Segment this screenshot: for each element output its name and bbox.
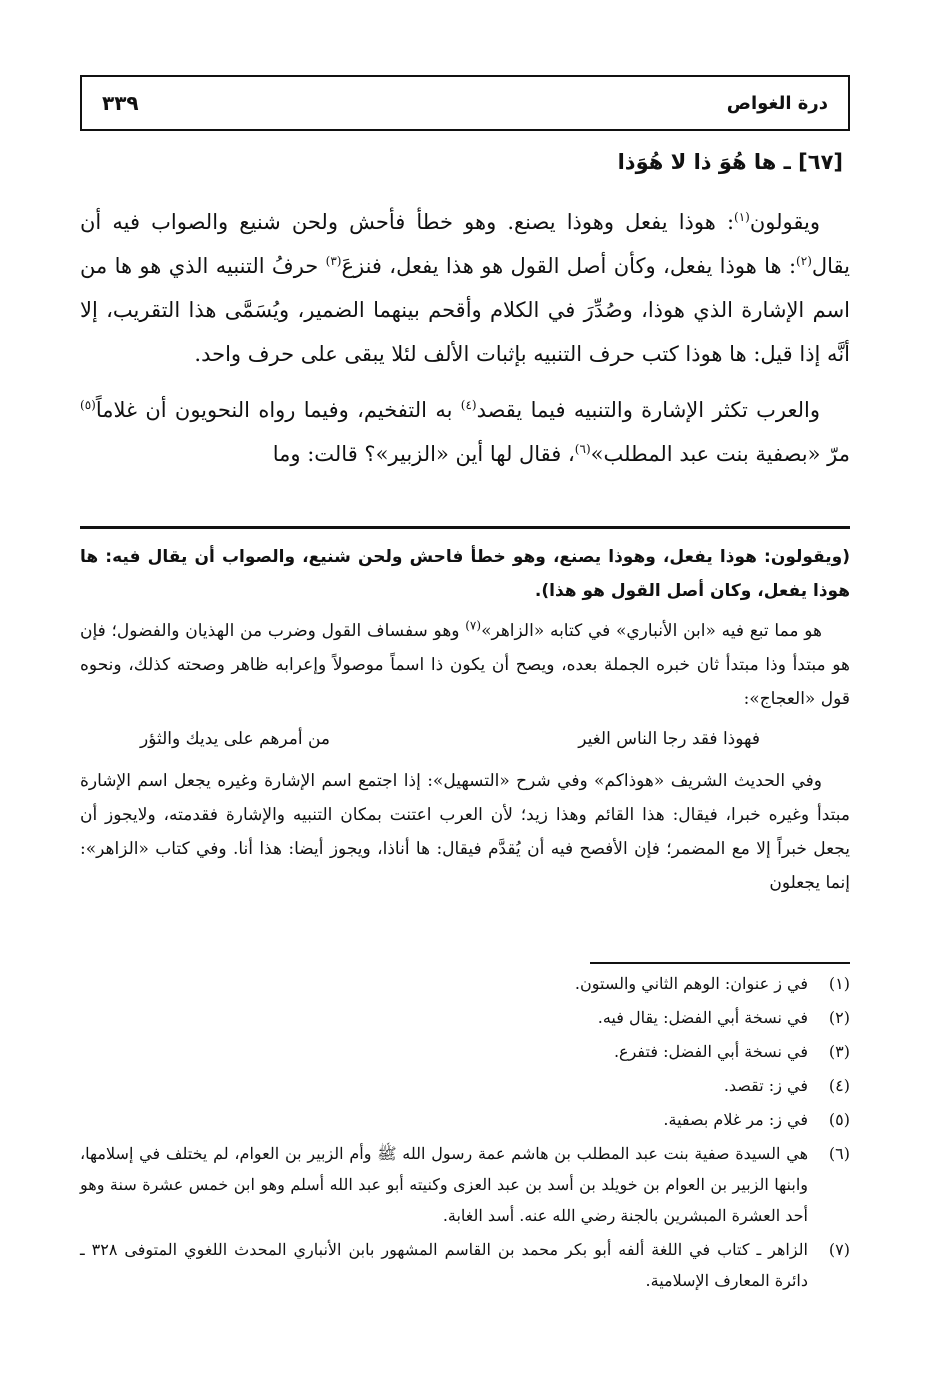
footnote-number: (٣) [828,1042,850,1061]
footnote-ref[interactable]: (٣) [325,254,342,268]
footnote-text: في ز: تقصد. [723,1076,808,1095]
footnote [80,1234,850,1296]
poetry-verse [80,722,850,756]
footnote [80,968,850,999]
verse-second-hemistich: من أمرهم على يديك والثؤر [140,729,331,749]
text-run: هو مما تبع فيه «ابن الأنباري» في كتابه «الزاهر» [481,621,822,641]
footnote [80,1070,850,1101]
footnote-text: هي السيدة صفية بنت عبد المطلب بن هاشم عمة رسول الله ﷺ وأم الزبير بن العوام، لم يختلف في إسلامها، وابنها الزبير بن العوام بن خويلد بن أسد بن عبد العزى وكنيته أبو عبد الله أسلم وهو ابن خمس عشرة سنة وهو أحد العشرة المبشرين بالجنة رضي الله عنه. أسد الغابة. [80,1144,809,1225]
footnote-text: في ز عنوان: الوهم الثاني والستون. [574,974,808,993]
footnote-number: (٥) [828,1110,850,1129]
running-title: درة الغواص [726,92,828,114]
footnote-text: الزاهر ـ كتاب في اللغة ألفه أبو بكر محمد بن القاسم المشهور بابن الأنباري المحدث اللغوي المتوفى ٣٢٨ ـ دائرة المعارف الإسلامية. [80,1240,808,1290]
footnote-divider [590,962,850,964]
text-run: به التفخيم، وفيما رواه النحويون أن غلاماً [95,398,461,422]
footnote [80,1036,850,1067]
text-run: : ها هوذا يفعل، وكأن أصل القول هو هذا يفعل، فنزعَ [341,254,797,278]
text-run: مرّ «بصفية بنت عبد المطلب» [590,442,850,466]
footnote-text: في ز: مر غلام بصفية. [663,1110,808,1129]
footnote-ref[interactable]: (٧) [465,618,482,633]
verse-first-hemistich: فهوذا فقد رجا الناس الغير [578,729,760,749]
commentary [80,540,850,906]
footnote-text: في نسخة أبي الفضل: فتفرع. [613,1042,808,1061]
page-header [80,75,850,131]
main-paragraph [80,388,850,476]
commentary-quote: (ويقولون: هوذا يفعل، وهوذا يصنع، وهو خطأ فاحش ولحن شنيع، والصواب أن يقال فيه: ها هوذا يفعل، وكان أصل القول هو هذا). [80,547,850,601]
footnote-ref[interactable]: (١) [734,210,750,224]
footnote-number: (٢) [828,1008,850,1027]
text-run: ويقولون [749,210,820,234]
text-run: ، فقال لها أين «الزبير»؟ قالت: وما [272,442,575,466]
footnote-ref[interactable]: (٤) [460,398,477,412]
footnote-text: في نسخة أبي الفضل: يقال فيه. [597,1008,808,1027]
commentary-paragraph [80,614,850,716]
footnote [80,1138,850,1231]
footnote-ref[interactable]: (٥) [80,398,96,412]
footnote-number: (٧) [828,1240,850,1259]
main-text [80,200,850,488]
footnote-ref[interactable]: (٦) [574,442,591,456]
section-heading: [٦٧] ـ ها هُوَ ذا لا هُوَذا [617,150,843,174]
footnotes [80,968,850,1299]
commentary-paragraph: وفي الحديث الشريف «هوذاكم» وفي شرح «التسهيل»: إذا اجتمع اسم الإشارة وغيره يجعل اسم الإشارة مبتدأ وغيره خبرا، فيقال: هذا القائم وهذا زيد؛ لأن العرب اعتنت بمكان التنبيه والإشارة فقدمته، ولايجوز أن يجعل خبراً إلا مع المضمر؛ فإن الأفصح فيه أن يُقدَّم فيقال: ها أناذا، ويجوز أيضا: هذا أنا. وفي كتاب «الزاهر»: إنما يجعلون [80,771,850,893]
text-run: والعرب تكثر الإشارة والتنبيه فيما يقصد [476,398,820,422]
footnote [80,1104,850,1135]
main-paragraph [80,200,850,376]
footnote-number: (٦) [828,1144,850,1163]
footnote [80,1002,850,1033]
text-run: وهو سفساف القول وضرب من الهذيان والفضول؛ فإن هو مبتدأ وذا مبتدأ ثان خبره الجملة بعده، ويصح أن يكون ذا اسماً موصولاً وإعرابه ظاهر وصحته كذلك، ونحوه قول «العجاج»: [80,621,850,709]
text-run: : هوذا يفعل وهوذا يصنع. وهو خطأ فأحش ولحن شنيع والصواب فيه أن يقال [80,210,850,278]
footnote-ref[interactable]: (٢) [796,254,812,268]
section-divider [80,526,850,529]
text-run: حرفُ التنبيه الذي هو ها من اسم الإشارة الذي هوذا، وصُدِّرَ في الكلام وأقحم بينهما الضمير، ويُسَمَّى هذا التقريب، إلا أنَّه إذا قيل: ها هوذا كتب حرف التنبيه بإثبات الألف لئلا يبقى على حرف واحد. [80,254,851,366]
footnote-number: (١) [828,974,850,993]
footnote-number: (٤) [828,1076,850,1095]
page-number: ٣٣٩ [102,91,139,115]
